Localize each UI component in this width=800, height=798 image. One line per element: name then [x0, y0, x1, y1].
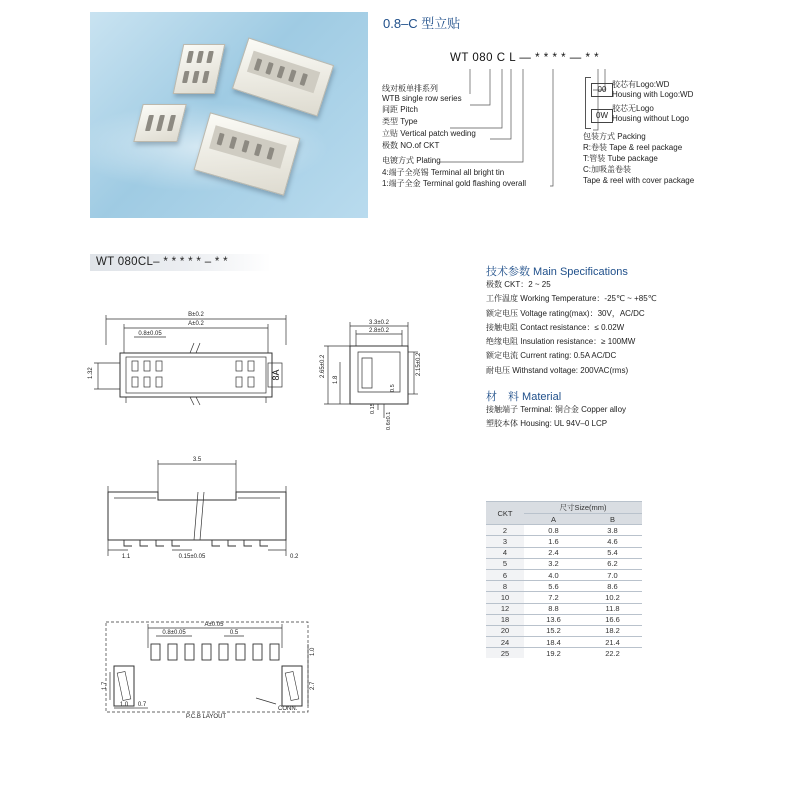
- pn-field-plating-gold: 1:端子全金 Terminal gold flashing overall: [382, 179, 527, 188]
- logo-code-0w: 0W: [591, 109, 613, 123]
- spec-current: 额定电流 Current rating: 0.5A AC/DC: [486, 351, 617, 361]
- table-cell-b: 6.2: [583, 558, 642, 569]
- table-cell-b: 3.8: [583, 525, 642, 536]
- table-cell-ckt: 12: [486, 603, 524, 614]
- spec-voltage: 额定电压 Voltage rating(max)：30V，AC/DC: [486, 308, 645, 318]
- table-cell-b: 22.2: [583, 648, 642, 659]
- dim-h: 1.32: [88, 367, 94, 379]
- dim-front-d3: 0.2: [290, 554, 299, 560]
- table-cell-b: 10.2: [583, 592, 642, 603]
- col-ckt-header: CKT: [486, 502, 524, 525]
- table-cell-a: 7.2: [524, 592, 583, 603]
- table-cell-a: 1.6: [524, 536, 583, 547]
- drawing-side-view: [302, 318, 422, 433]
- size-table: [486, 501, 642, 658]
- table-cell-ckt: 3: [486, 536, 524, 547]
- table-row: [486, 581, 642, 592]
- table-cell-b: 16.6: [583, 614, 642, 625]
- table-row: [486, 547, 642, 558]
- table-cell-ckt: 5: [486, 558, 524, 569]
- spec-insulation: 绝缘电阻 Insulation resistance：≥ 100MW: [486, 337, 636, 347]
- material-heading: 材 料 Material: [486, 391, 562, 403]
- dim-pcb-v: 1.7: [102, 681, 108, 690]
- packing-heading: 包装方式 Packing: [583, 132, 646, 141]
- dim-front-d2: 0.15±0.05: [178, 554, 206, 560]
- table-row: [486, 525, 642, 536]
- dim-pcb-h1: 1.0: [310, 647, 316, 656]
- pn-field-type: 类型 Type: [382, 117, 418, 126]
- table-cell-a: 2.4: [524, 547, 583, 558]
- pn-field-series-cn: 线对板单排系列: [382, 84, 438, 93]
- pcb-layout-label: P.C.B LAYOUT: [185, 714, 227, 720]
- drawing-top-view: [86, 305, 306, 415]
- table-row: [486, 536, 642, 547]
- dim-pcb-d2: 0.7: [137, 702, 147, 708]
- table-cell-ckt: 20: [486, 625, 524, 636]
- table-cell-b: 4.6: [583, 536, 642, 547]
- mark-8a: 8A: [271, 369, 281, 381]
- dim-h4: 0.5: [390, 384, 396, 392]
- material-terminal: 接触端子 Terminal: 铜合金 Copper alloy: [486, 405, 627, 414]
- table-cell-b: 8.6: [583, 581, 642, 592]
- table-cell-ckt: 18: [486, 614, 524, 625]
- table-cell-ckt: 2: [486, 525, 524, 536]
- table-row: [486, 637, 642, 648]
- table-cell-b: 18.2: [583, 625, 642, 636]
- table-row: [486, 603, 642, 614]
- packing-c: C:加吸盖卷装: [583, 165, 631, 174]
- spec-contact-resistance: 接触电阻 Contact resistance：≤ 0.02W: [486, 322, 625, 332]
- dim-front-d1: 1.1: [121, 554, 131, 560]
- logo-brace: [585, 77, 591, 129]
- product-photo: [90, 12, 368, 218]
- col-size-header: 尺寸Size(mm): [524, 502, 642, 514]
- pn-field-series-en: WTB single row series: [382, 94, 462, 103]
- material-list: [486, 403, 626, 432]
- specs-heading: 技术参数 Main Specifications: [486, 266, 628, 278]
- col-a-header: A: [524, 514, 583, 525]
- dim-h3: 2.15±0.2: [416, 352, 422, 376]
- table-cell-a: 5.6: [524, 581, 583, 592]
- table-cell-ckt: 8: [486, 581, 524, 592]
- dim-h2: 1.8: [333, 375, 339, 384]
- table-row: [486, 614, 642, 625]
- table-cell-a: 3.2: [524, 558, 583, 569]
- dim-pcb-s: 0.5: [229, 630, 239, 636]
- logo-0w-cn: 胶芯无Logo: [612, 104, 654, 113]
- specs-list: [486, 278, 657, 378]
- dim-pcb-d1: 1.0: [119, 702, 129, 708]
- page-title: 0.8–C 型立贴: [383, 16, 461, 31]
- dim-h5: 0.15: [370, 403, 376, 414]
- pn-field-vertical: 立贴 Vertical patch weding: [382, 129, 476, 138]
- packing-r: R:卷装 Tape & reel package: [583, 143, 683, 152]
- table-row: [486, 592, 642, 603]
- spec-temperature: 工作温度 Working Temperature：-25℃ ~ +85℃: [486, 294, 657, 304]
- table-cell-b: 11.8: [583, 603, 642, 614]
- col-b-header: B: [583, 514, 642, 525]
- logo-00-cn: 胶芯有Logo:WD: [612, 80, 670, 89]
- dim-w1: 3.3±0.2: [369, 320, 389, 326]
- table-cell-ckt: 10: [486, 592, 524, 603]
- packing-c-en: Tape & reel with cover package: [583, 176, 695, 185]
- pn-field-pitch: 间距 Pitch: [382, 105, 419, 114]
- pn-field-plating: 电镀方式 Plating: [382, 156, 441, 165]
- table-row: [486, 558, 642, 569]
- table-cell-ckt: 4: [486, 547, 524, 558]
- drawing-front-view: [96, 452, 306, 567]
- logo-0w-en: Housing without Logo: [612, 114, 689, 123]
- table-row: [486, 648, 642, 659]
- dim-pcb-a: A±0.05: [204, 622, 224, 628]
- part-number-code: WT 080 C L — * * * * — * *: [450, 52, 600, 64]
- dim-h1: 2.65±0.2: [320, 354, 326, 378]
- packing-t: T:管装 Tube package: [583, 154, 658, 163]
- dim-pitch: 0.8±0.05: [138, 331, 162, 337]
- table-cell-a: 0.8: [524, 525, 583, 536]
- table-cell-ckt: 25: [486, 648, 524, 659]
- dim-w2: 2.8±0.2: [369, 328, 389, 334]
- table-row: [486, 625, 642, 636]
- dim-pcb-p: 0.8±0.05: [162, 630, 186, 636]
- logo-00-en: Housing with Logo:WD: [612, 90, 694, 99]
- spec-ckt: 极数 CKT：2 ~ 25: [486, 280, 551, 289]
- table-cell-a: 4.0: [524, 569, 583, 580]
- material-housing: 塑胶本体 Housing: UL 94V–0 LCP: [486, 419, 608, 429]
- table-cell-a: 19.2: [524, 648, 583, 659]
- table-cell-ckt: 6: [486, 569, 524, 580]
- dim-foot: 0.6±0.1: [386, 411, 392, 430]
- dim-pcb-h2: 2.7: [310, 681, 316, 690]
- connector-small-top: [173, 44, 226, 94]
- drawing-pcb-layout: [96, 614, 326, 724]
- table-cell-a: 18.4: [524, 637, 583, 648]
- dim-front-w: 3.5: [192, 457, 202, 463]
- pn-field-plating-tin: 4:端子全亮锡 Terminal all bright tin: [382, 168, 505, 177]
- logo-code-00: 00: [591, 83, 613, 97]
- table-cell-b: 5.4: [583, 547, 642, 558]
- table-cell-a: 13.6: [524, 614, 583, 625]
- pn-field-ckt: 极数 NO.of CKT: [382, 141, 440, 150]
- table-cell-b: 21.4: [583, 637, 642, 648]
- series-band: WT 080CL– * * * * * – * *: [90, 254, 271, 271]
- spec-withstand: 耐电压 Withstand voltage: 200VAC(rms): [486, 365, 629, 375]
- table-row: [486, 569, 642, 580]
- table-cell-ckt: 24: [486, 637, 524, 648]
- conn-label: CONN.: [278, 706, 298, 712]
- table-cell-b: 7.0: [583, 569, 642, 580]
- dim-b: B±0.2: [188, 312, 204, 318]
- dim-a: A±0.2: [188, 321, 204, 327]
- table-cell-a: 8.8: [524, 603, 583, 614]
- table-cell-a: 15.2: [524, 625, 583, 636]
